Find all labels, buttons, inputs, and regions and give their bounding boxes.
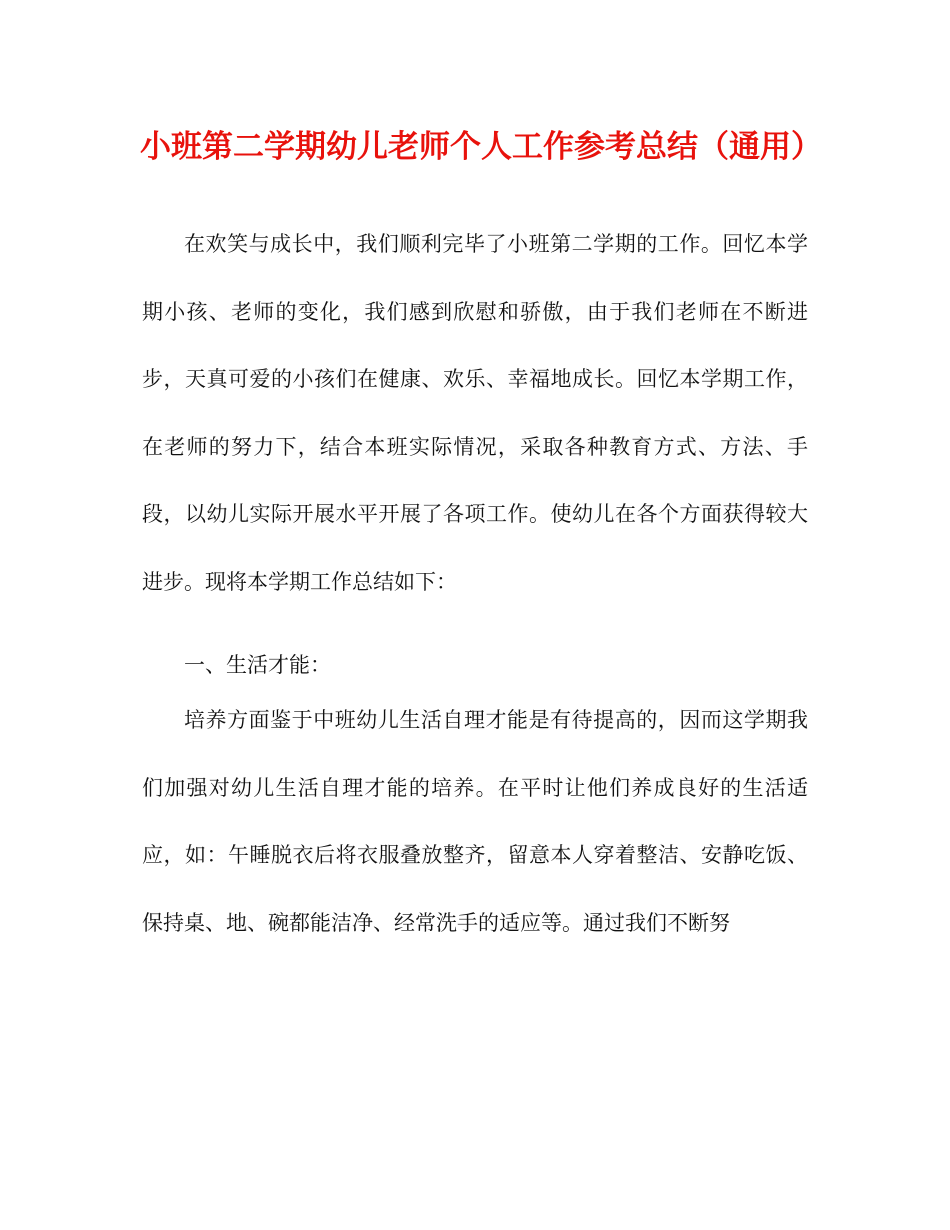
paragraph-intro: 在欢笑与成长中，我们顺利完毕了小班第二学期的工作。回忆本学期小孩、老师的变化，我们感到欣慰和骄傲，由于我们老师在不断进步，天真可爱的小孩们在健康、欢乐、幸福地成长。回忆本学期工作，在老师的努力下，结合本班实际情况，采取各种教育方式、方法、手段，以幼儿实际开展水平开展了各项工作。使幼儿在各个方面获得较大进步。现将本学期工作总结如下： <box>142 232 808 594</box>
paragraph-life-skills: 培养方面鉴于中班幼儿生活自理才能是有待提高的，因而这学期我们加强对幼儿生活自理才能的培养。在平时让他们养成良好的生活适应，如：午睡脱衣后将衣服叠放整齐，留意本人穿着整洁、安静吃饭、保持桌、地、碗都能洁净、经常洗手的适应等。通过我们不断努 <box>142 708 808 935</box>
document-title: 小班第二学期幼儿老师个人工作参考总结（通用） <box>140 129 822 165</box>
section-heading-life-skills: 一、生活才能： <box>184 653 331 677</box>
